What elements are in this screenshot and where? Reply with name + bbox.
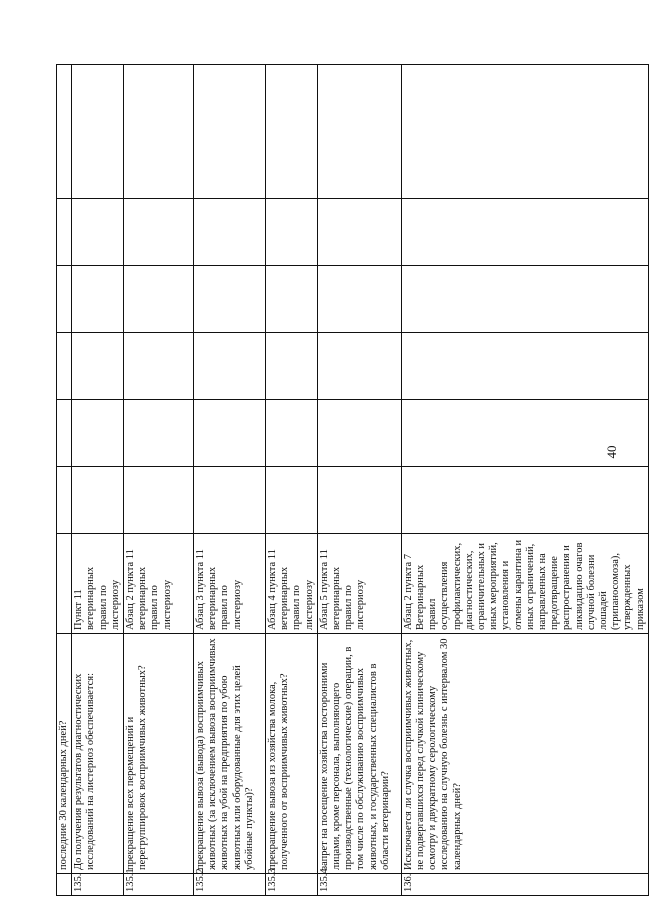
cell-empty (124, 65, 194, 199)
cell-empty (57, 333, 72, 400)
table-row-carryover (57, 65, 72, 896)
cell-empty (72, 199, 124, 266)
cell-empty (57, 266, 72, 333)
row-number: 135.3 (266, 874, 318, 896)
row-number: 135.4 (317, 874, 401, 896)
cell-empty (266, 65, 318, 199)
cell-empty (401, 266, 648, 333)
cell-empty (72, 65, 124, 199)
cell-empty (317, 65, 401, 199)
row-question: прекращение вывоза из хозяйства молока, полученного от восприимчивых животных? (266, 634, 318, 874)
cell-empty (57, 400, 72, 467)
table-row (72, 65, 124, 896)
cell-empty (194, 266, 266, 333)
cell-empty (72, 467, 124, 534)
row-question: До получения результатов диагностических исследований на листериоз обеспечивается: (72, 634, 124, 874)
row-reference: Абзац 3 пункта 11 ветеринарных правил по листериозу (194, 534, 266, 634)
cell-empty (317, 400, 401, 467)
cell-empty (72, 400, 124, 467)
cell-empty (317, 467, 401, 534)
cell-empty (72, 333, 124, 400)
row-reference: Пункт 11 ветеринарных правил по листериозу (72, 534, 124, 634)
cell-empty (401, 400, 648, 467)
cell-empty (194, 65, 266, 199)
cell-empty (124, 266, 194, 333)
row-reference: Абзац 2 пункта 7 Ветеринарных правил осуществления профилактических, диагностических, ограничительных и иных мероприятий, установления и отмены карантина и иных ограничений, направленных на предотвращение распространения и ликвидацию очагов случной болезни лошадей (трипаносомоза), утвержденных приказом (401, 534, 648, 634)
checklist-table (56, 64, 649, 896)
cell-empty (194, 400, 266, 467)
page-number: 40 (604, 445, 619, 459)
cell-empty (124, 199, 194, 266)
row-question: прекращение вывоза (вывода) восприимчивых животных (за исключением вывоза восприимчивых животных на убой на предприятия по убою животных или оборудованные для этих целей убойные пункты)? (194, 634, 266, 874)
cell-empty (266, 333, 318, 400)
cell-empty (401, 65, 648, 199)
cell-empty (72, 266, 124, 333)
table-row (266, 65, 318, 896)
row-number: 135.2 (194, 874, 266, 896)
cell-question: последние 30 календарных дней? (57, 634, 72, 874)
cell-empty (401, 467, 648, 534)
row-reference: Абзац 2 пункта 11 ветеринарных правил по листериозу (124, 534, 194, 634)
cell-empty (124, 467, 194, 534)
cell-reference (57, 534, 72, 634)
cell-empty (266, 199, 318, 266)
row-question: запрет на посещение хозяйства посторонними лицами, кроме персонала, выполняющего производственные (технологические) операции, в том числе по обслуживанию восприимчивых животных, и государственных специалистов в области ветеринарии? (317, 634, 401, 874)
cell-empty (266, 266, 318, 333)
cell-empty (194, 467, 266, 534)
table-row (401, 65, 648, 896)
row-reference: Абзац 4 пункта 11 ветеринарных правил по листериозу (266, 534, 318, 634)
row-reference: Абзац 5 пункта 11 ветеринарных правил по листериозу (317, 534, 401, 634)
table-row (124, 65, 194, 896)
cell-empty (194, 333, 266, 400)
row-number: 136. (401, 874, 648, 896)
cell-empty (266, 467, 318, 534)
cell-empty (317, 333, 401, 400)
cell-empty (401, 333, 648, 400)
cell-empty (317, 266, 401, 333)
row-question: прекращение всех перемещений и перегруппировок восприимчивых животных? (124, 634, 194, 874)
table-row (194, 65, 266, 896)
row-number: 135.1 (124, 874, 194, 896)
cell-empty (57, 467, 72, 534)
cell-empty (401, 199, 648, 266)
row-question: Исключается ли случка восприимчивых животных, не подвергавшихся перед случкой клиническому осмотру и двукратному серологическому исследованию на случную болезнь с интервалом 30 календарных дней? (401, 634, 648, 874)
cell-empty (124, 333, 194, 400)
row-number: 135. (72, 874, 124, 896)
table-row (317, 65, 401, 896)
cell-empty (124, 400, 194, 467)
cell-empty (57, 65, 72, 199)
cell-empty (266, 400, 318, 467)
cell-empty (194, 199, 266, 266)
cell-empty (57, 199, 72, 266)
cell-empty (317, 199, 401, 266)
cell-num (57, 874, 72, 896)
